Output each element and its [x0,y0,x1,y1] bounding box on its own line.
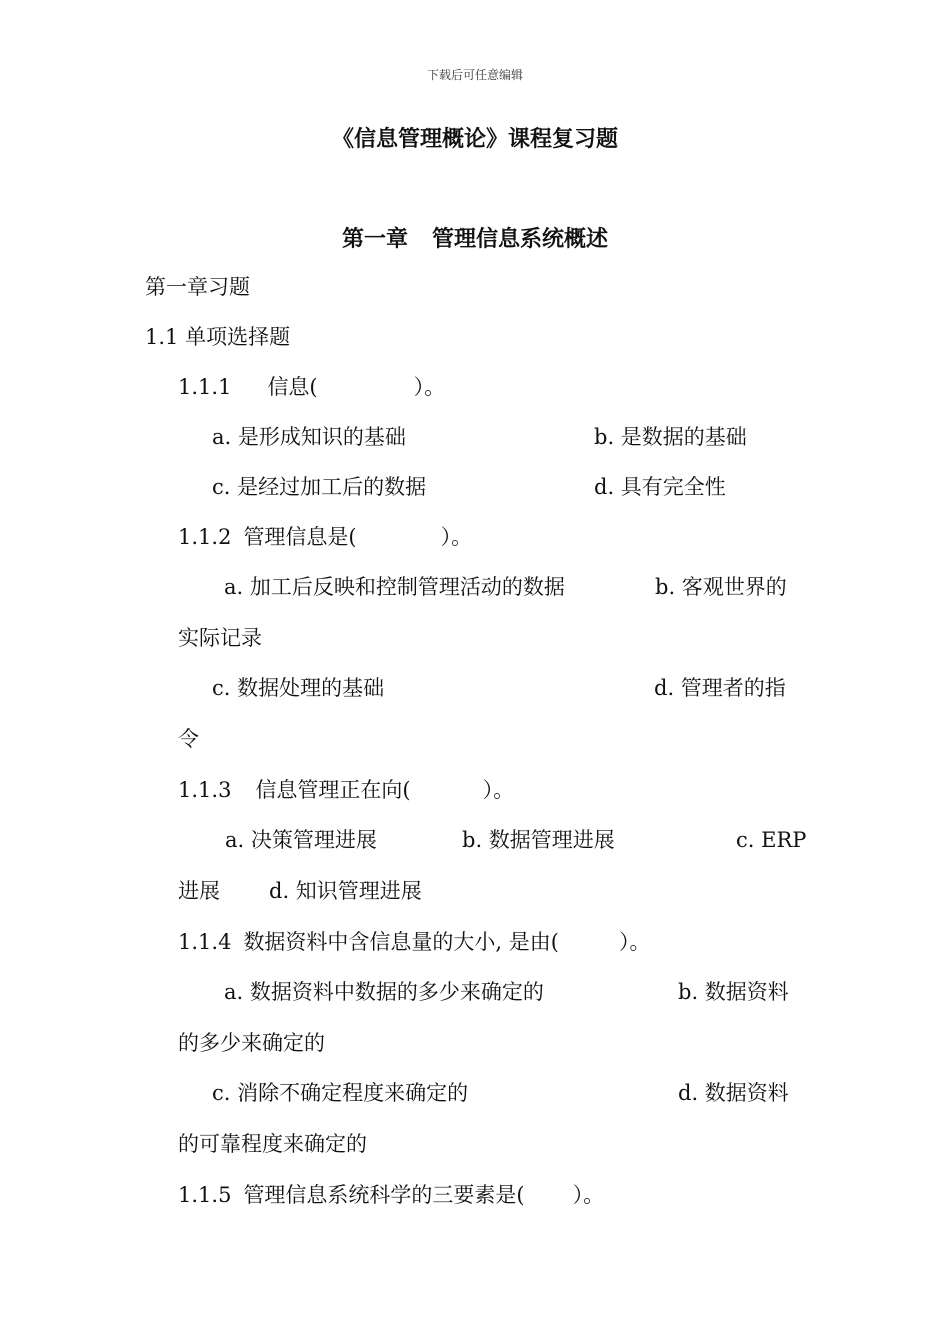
option-b: b. 是数据的基础 [594,425,747,449]
question-text: 管理信息是( [243,525,357,549]
question-text: 信息管理正在向( [255,778,411,802]
chapter-heading [0,222,950,253]
option-a: a. 是形成知识的基础 [212,425,406,449]
option-c: c. 数据处理的基础 [212,676,385,700]
question-close: ）。 [618,930,651,954]
question-close: ）。 [572,1183,605,1207]
option-c-continued: 进展 [178,879,220,903]
question-2 [178,522,472,552]
question-number: 1.1.3 [178,778,232,802]
option-d: d. 具有完全性 [594,475,726,499]
option-d: d. 数据资料 [678,1081,789,1105]
subsection-heading: 1.1 单项选择题 [145,325,291,349]
question-close: ）。 [440,525,473,549]
option-d-continued: 令 [178,727,199,751]
option-a: a. 加工后反映和控制管理活动的数据 [224,575,565,599]
question-5 [178,1180,604,1210]
option-b: b. 数据资料 [678,980,789,1004]
option-a: a. 决策管理进展 [225,828,377,852]
question-3 [178,775,514,805]
option-d: d. 管理者的指 [654,676,786,700]
question-number: 1.1.5 [178,1183,232,1207]
option-c: c. 是经过加工后的数据 [212,475,427,499]
question-number: 1.1.4 [178,930,232,954]
question-number: 1.1.2 [178,525,232,549]
option-d-continued: 的可靠程度来确定的 [178,1132,367,1156]
question-number: 1.1.1 [178,375,232,399]
option-b-continued: 实际记录 [178,626,262,650]
question-close: ）。 [413,375,446,399]
question-text: 数据资料中含信息量的大小, 是由( [243,930,559,954]
option-d: d. 知识管理进展 [269,879,422,903]
option-a: a. 数据资料中数据的多少来确定的 [224,980,544,1004]
option-c: c. ERP [736,828,807,852]
option-b: b. 客观世界的 [655,575,787,599]
question-close: ）。 [482,778,515,802]
document-title: 《信息管理概论》课程复习题 [331,127,618,152]
chapter-name: 管理信息系统概述 [432,227,609,252]
question-4 [178,927,650,957]
question-text: 管理信息系统科学的三要素是( [243,1183,525,1207]
section-heading: 第一章习题 [145,275,250,299]
chapter-number: 第一章 [341,227,408,252]
option-c: c. 消除不确定程度来确定的 [212,1081,469,1105]
question-text: 信息( [267,375,318,399]
option-b-continued: 的多少来确定的 [178,1031,325,1055]
page-header: 下载后可任意编辑 [426,68,523,82]
question-1 [178,372,445,402]
option-b: b. 数据管理进展 [462,828,615,852]
